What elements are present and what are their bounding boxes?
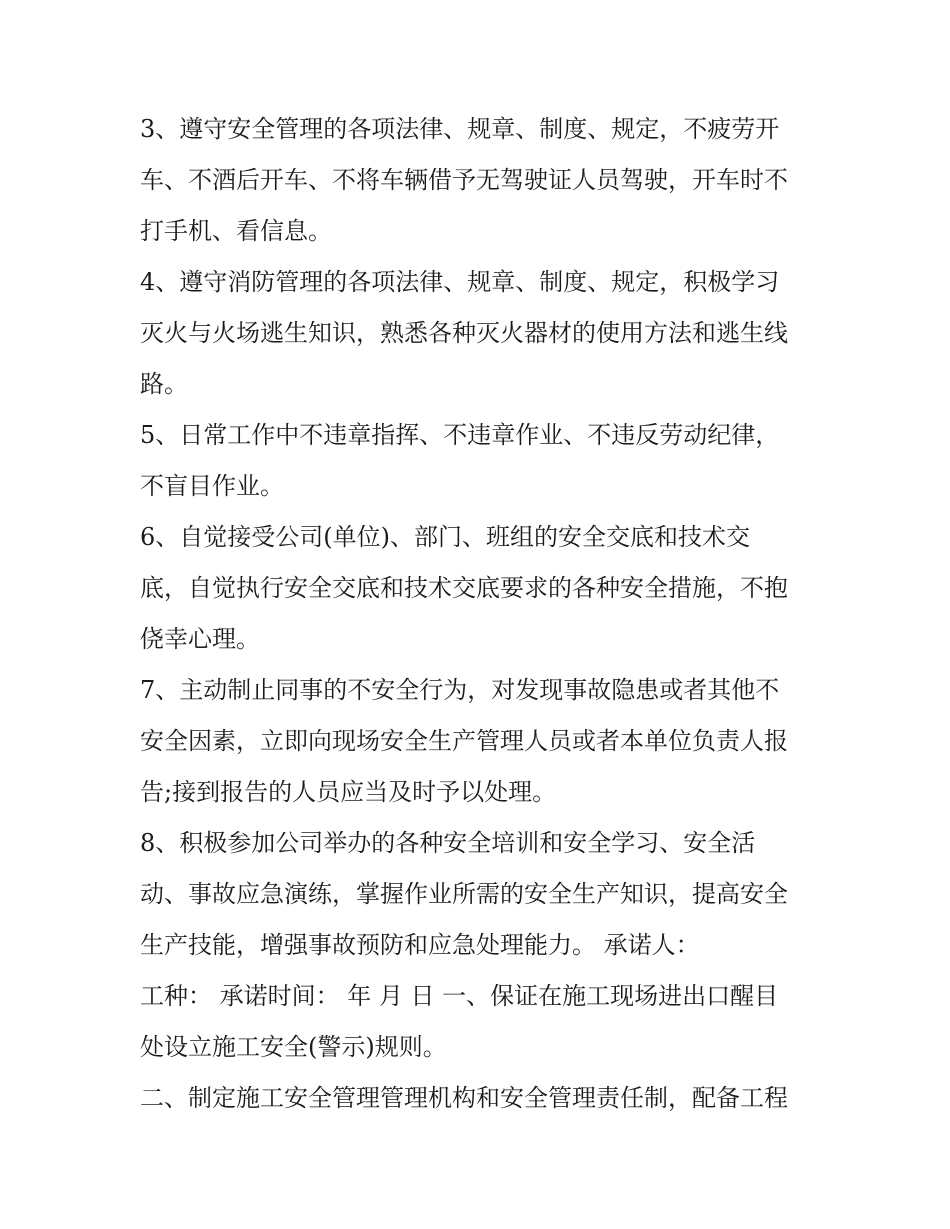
text-line: 8、积极参加公司举办的各种安全培训和安全学习、安全活: [140, 829, 756, 857]
text-line: 7、主动制止同事的不安全行为，对发现事故隐患或者其他不: [140, 676, 780, 704]
text-line: 打手机、看信息。: [140, 217, 332, 245]
document-body: [140, 104, 820, 1124]
text-line: 车、不酒后开车、不将车辆借予无驾驶证人员驾驶，开车时不: [140, 166, 788, 194]
text-line: 安全因素，立即向现场安全生产管理人员或者本单位负责人报: [140, 727, 788, 755]
text-line: 二、制定施工安全管理管理机构和安全管理责任制，配备工程: [140, 1084, 788, 1112]
text-line: 5、日常工作中不违章指挥、不违章作业、不违反劳动纪律，: [140, 421, 780, 449]
text-line: 工种： 承诺时间： 年 月 日 一、保证在施工现场进出口醒目: [140, 982, 779, 1010]
text-line: 告;接到报告的人员应当及时予以处理。: [140, 778, 557, 806]
text-line: 4、遵守消防管理的各项法律、规章、制度、规定，积极学习: [140, 268, 780, 296]
text-line: 6、自觉接受公司(单位)、部门、班组的安全交底和技术交: [140, 523, 750, 551]
text-line: 路。: [140, 370, 188, 398]
text-line: 灭火与火场逃生知识，熟悉各种灭火器材的使用方法和逃生线: [140, 319, 788, 347]
text-line: 不盲目作业。: [140, 472, 284, 500]
text-line: 3、遵守安全管理的各项法律、规章、制度、规定，不疲劳开: [140, 115, 780, 143]
text-line: 动、事故应急演练，掌握作业所需的安全生产知识，提高安全: [140, 880, 788, 908]
text-line: 侥幸心理。: [140, 625, 260, 653]
text-line: 生产技能，增强事故预防和应急处理能力。 承诺人：: [140, 931, 700, 959]
text-line: 处设立施工安全(警示)规则。: [140, 1033, 447, 1061]
text-line: 底，自觉执行安全交底和技术交底要求的各种安全措施，不抱: [140, 574, 788, 602]
